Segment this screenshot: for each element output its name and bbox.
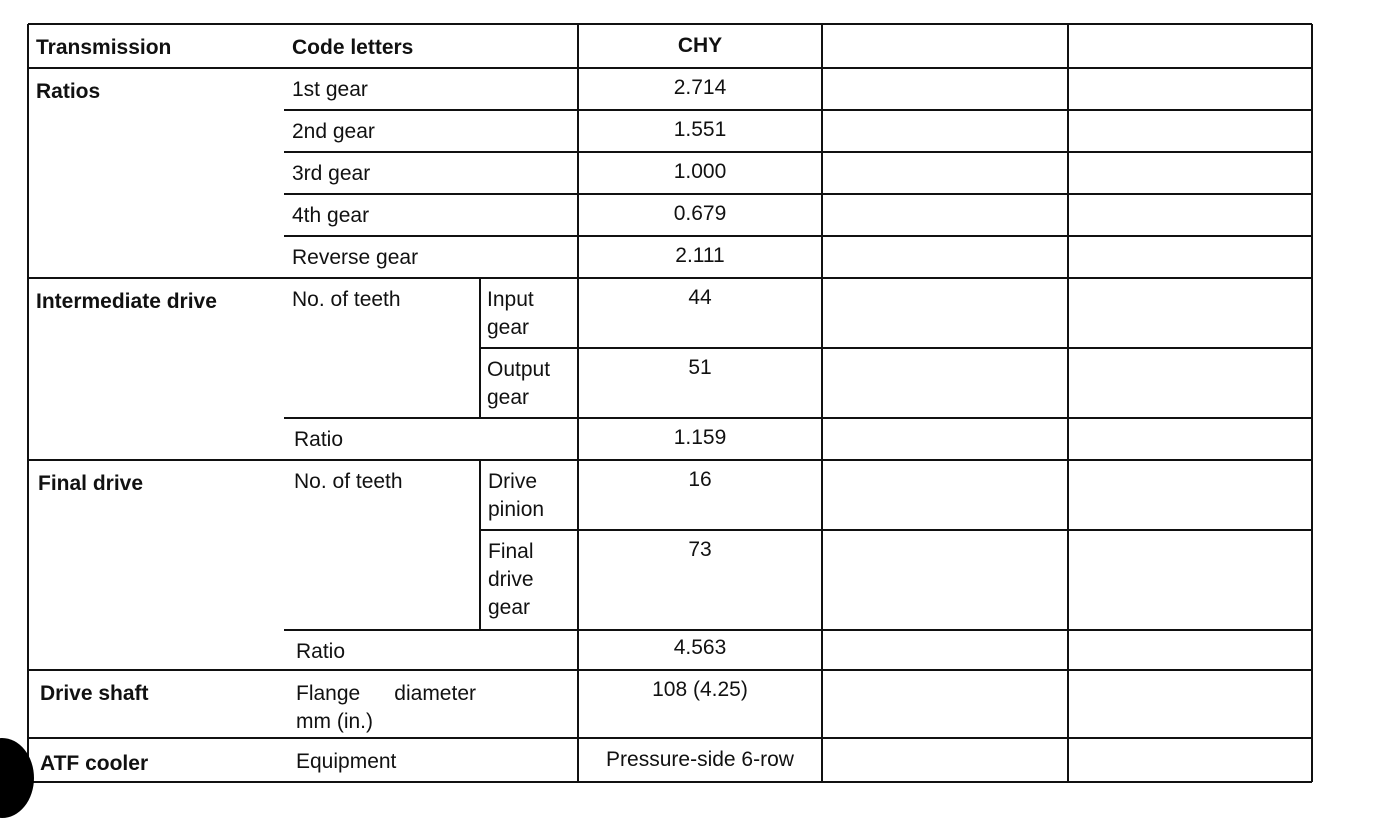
ratio-row-3-value: 1.000	[673, 160, 727, 183]
final-teeth-label: No. of teeth	[294, 470, 403, 493]
ratio-row-5-value: 2.111	[675, 244, 725, 267]
group-final-drive-label: Final drive	[38, 472, 144, 495]
intermediate-teeth-label: No. of teeth	[292, 288, 401, 311]
intermediate-output-label: Output gear	[487, 358, 551, 409]
ratio-row-5-label: Reverse gear	[292, 246, 419, 269]
group-atf-cooler-label: ATF cooler	[40, 752, 149, 775]
intermediate-input-label: Input gear	[487, 288, 534, 339]
atf-equipment-label: Equipment	[296, 750, 397, 773]
final-gear-label: Final drive gear	[488, 540, 534, 619]
header-transmission: Transmission	[36, 36, 172, 59]
final-ratio-label: Ratio	[296, 640, 346, 663]
ratio-row-2-value: 1.551	[673, 118, 727, 141]
group-drive-shaft-label: Drive shaft	[40, 682, 149, 705]
drive-shaft-flange-label: Flange diameter mm (in.)	[296, 682, 476, 733]
intermediate-output-value: 51	[688, 356, 712, 379]
intermediate-ratio-value: 1.159	[673, 426, 727, 449]
intermediate-input-value: 44	[688, 286, 712, 309]
ratio-row-1-value: 2.714	[673, 76, 727, 99]
header-code-value: CHY	[677, 34, 723, 57]
group-intermediate-label: Intermediate drive	[36, 290, 217, 313]
specifications-table	[28, 24, 1312, 782]
group-ratios-label: Ratios	[36, 80, 101, 103]
header-code-letters: Code letters	[292, 36, 414, 59]
drive-shaft-flange-value: 108 (4.25)	[652, 678, 748, 701]
ratio-row-1-label: 1st gear	[292, 78, 368, 101]
ratio-row-4-label: 4th gear	[292, 204, 370, 227]
final-ratio-value: 4.563	[673, 636, 727, 659]
final-gear-value: 73	[688, 538, 712, 561]
final-pinion-value: 16	[688, 468, 712, 491]
ratio-row-2-label: 2nd gear	[292, 120, 375, 143]
atf-equipment-value: Pressure-side 6-row	[606, 748, 794, 771]
final-pinion-label: Drive pinion	[488, 470, 545, 521]
ratio-row-3-label: 3rd gear	[292, 162, 371, 185]
intermediate-ratio-label: Ratio	[294, 428, 344, 451]
ratio-row-4-value: 0.679	[673, 202, 727, 225]
